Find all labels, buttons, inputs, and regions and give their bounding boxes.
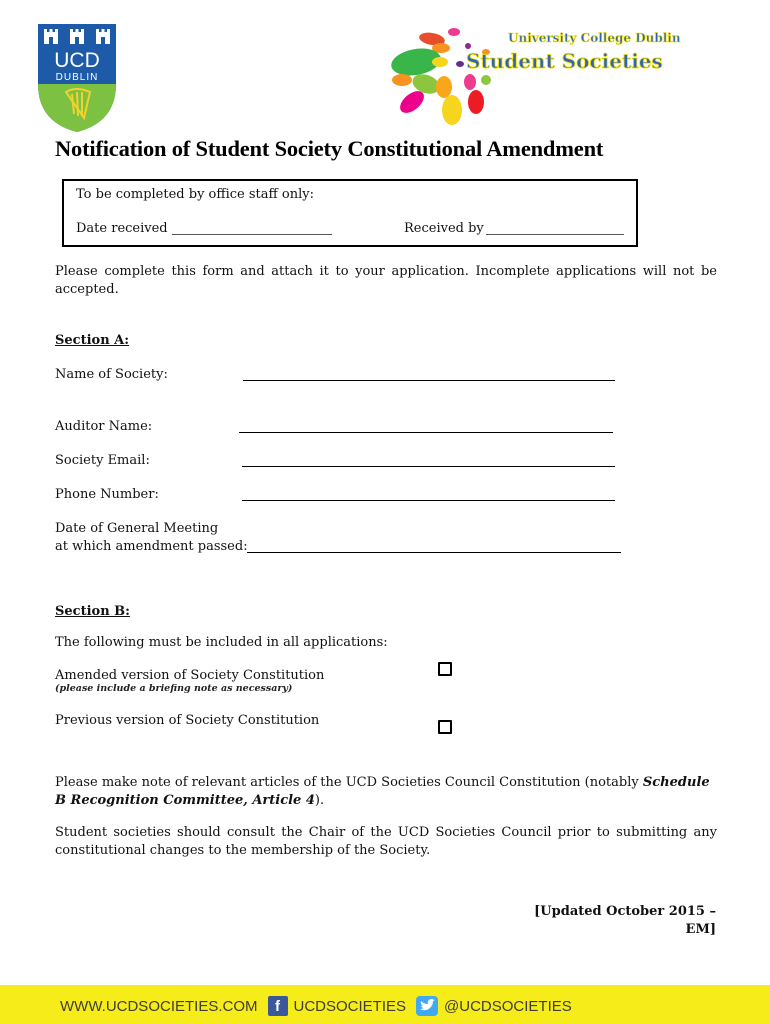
society-name-field[interactable] — [243, 380, 615, 381]
section-b-heading: Section B: — [55, 604, 130, 619]
briefing-note-hint: (please include a briefing note as necessary) — [55, 683, 293, 694]
facebook-icon: f — [268, 996, 288, 1016]
meeting-date-label-line2: at which amendment passed: — [55, 539, 248, 554]
crest-text-ucd: UCD — [54, 49, 100, 72]
crest-text-dublin: DUBLIN — [55, 72, 99, 83]
twitter-icon — [416, 996, 438, 1016]
page-title: Notification of Student Society Constitutional Amendment — [55, 136, 604, 161]
updated-note: [Updated October 2015 – EM] — [534, 904, 716, 937]
footer-facebook-link[interactable]: UCDSOCIETIES — [293, 997, 407, 1015]
date-received-label: Date received — [76, 221, 168, 236]
previous-constitution-checkbox[interactable] — [438, 720, 452, 734]
articles-note-emphasis: Schedule B Recognition Committee, Article 4 — [55, 775, 710, 808]
section-b-intro: The following must be included in all applications: — [55, 635, 388, 650]
meeting-date-label-line1: Date of General Meeting — [55, 521, 219, 536]
student-societies-logo — [386, 22, 686, 136]
previous-constitution-label: Previous version of Society Constitution — [55, 713, 320, 728]
phone-number-label: Phone Number: — [55, 487, 159, 502]
society-name-label: Name of Society: — [55, 367, 168, 382]
office-box-heading: To be completed by office staff only: — [76, 187, 314, 202]
society-email-field[interactable] — [242, 466, 615, 467]
society-email-label: Society Email: — [55, 453, 150, 468]
paint-splash-icon — [389, 28, 491, 125]
articles-note-paragraph — [55, 774, 717, 810]
footer-twitter-link[interactable]: @UCDSOCIETIES — [444, 997, 572, 1015]
received-by-field[interactable] — [486, 234, 624, 235]
date-received-field[interactable] — [172, 234, 332, 235]
consult-chair-paragraph: Student societies should consult the Chair of the UCD Societies Council prior to submitting any constitutional changes to the membership of the Society. — [55, 825, 717, 858]
logo-line1: University College Dublin — [508, 31, 681, 45]
footer-website-link[interactable]: WWW.UCDSOCIETIES.COM — [60, 997, 258, 1015]
section-a-heading: Section A: — [55, 333, 130, 348]
phone-number-field[interactable] — [242, 500, 615, 501]
auditor-name-field[interactable] — [239, 432, 613, 433]
meeting-date-field[interactable] — [247, 552, 621, 553]
footer-content — [60, 994, 572, 1018]
logo-line2: Student Societies — [466, 49, 663, 73]
amended-constitution-checkbox[interactable] — [438, 662, 452, 676]
auditor-name-label: Auditor Name: — [55, 419, 153, 434]
articles-note-end: ). — [314, 793, 325, 808]
intro-paragraph: Please complete this form and attach it to your application. Incomplete applications will not be accepted. — [55, 264, 717, 297]
ucd-crest-logo — [36, 22, 118, 134]
received-by-label: Received by — [404, 221, 484, 236]
articles-note-text: Please make note of relevant articles of the UCD Societies Council Constitution (notably — [55, 775, 643, 790]
amended-constitution-label: Amended version of Society Constitution — [55, 668, 325, 683]
